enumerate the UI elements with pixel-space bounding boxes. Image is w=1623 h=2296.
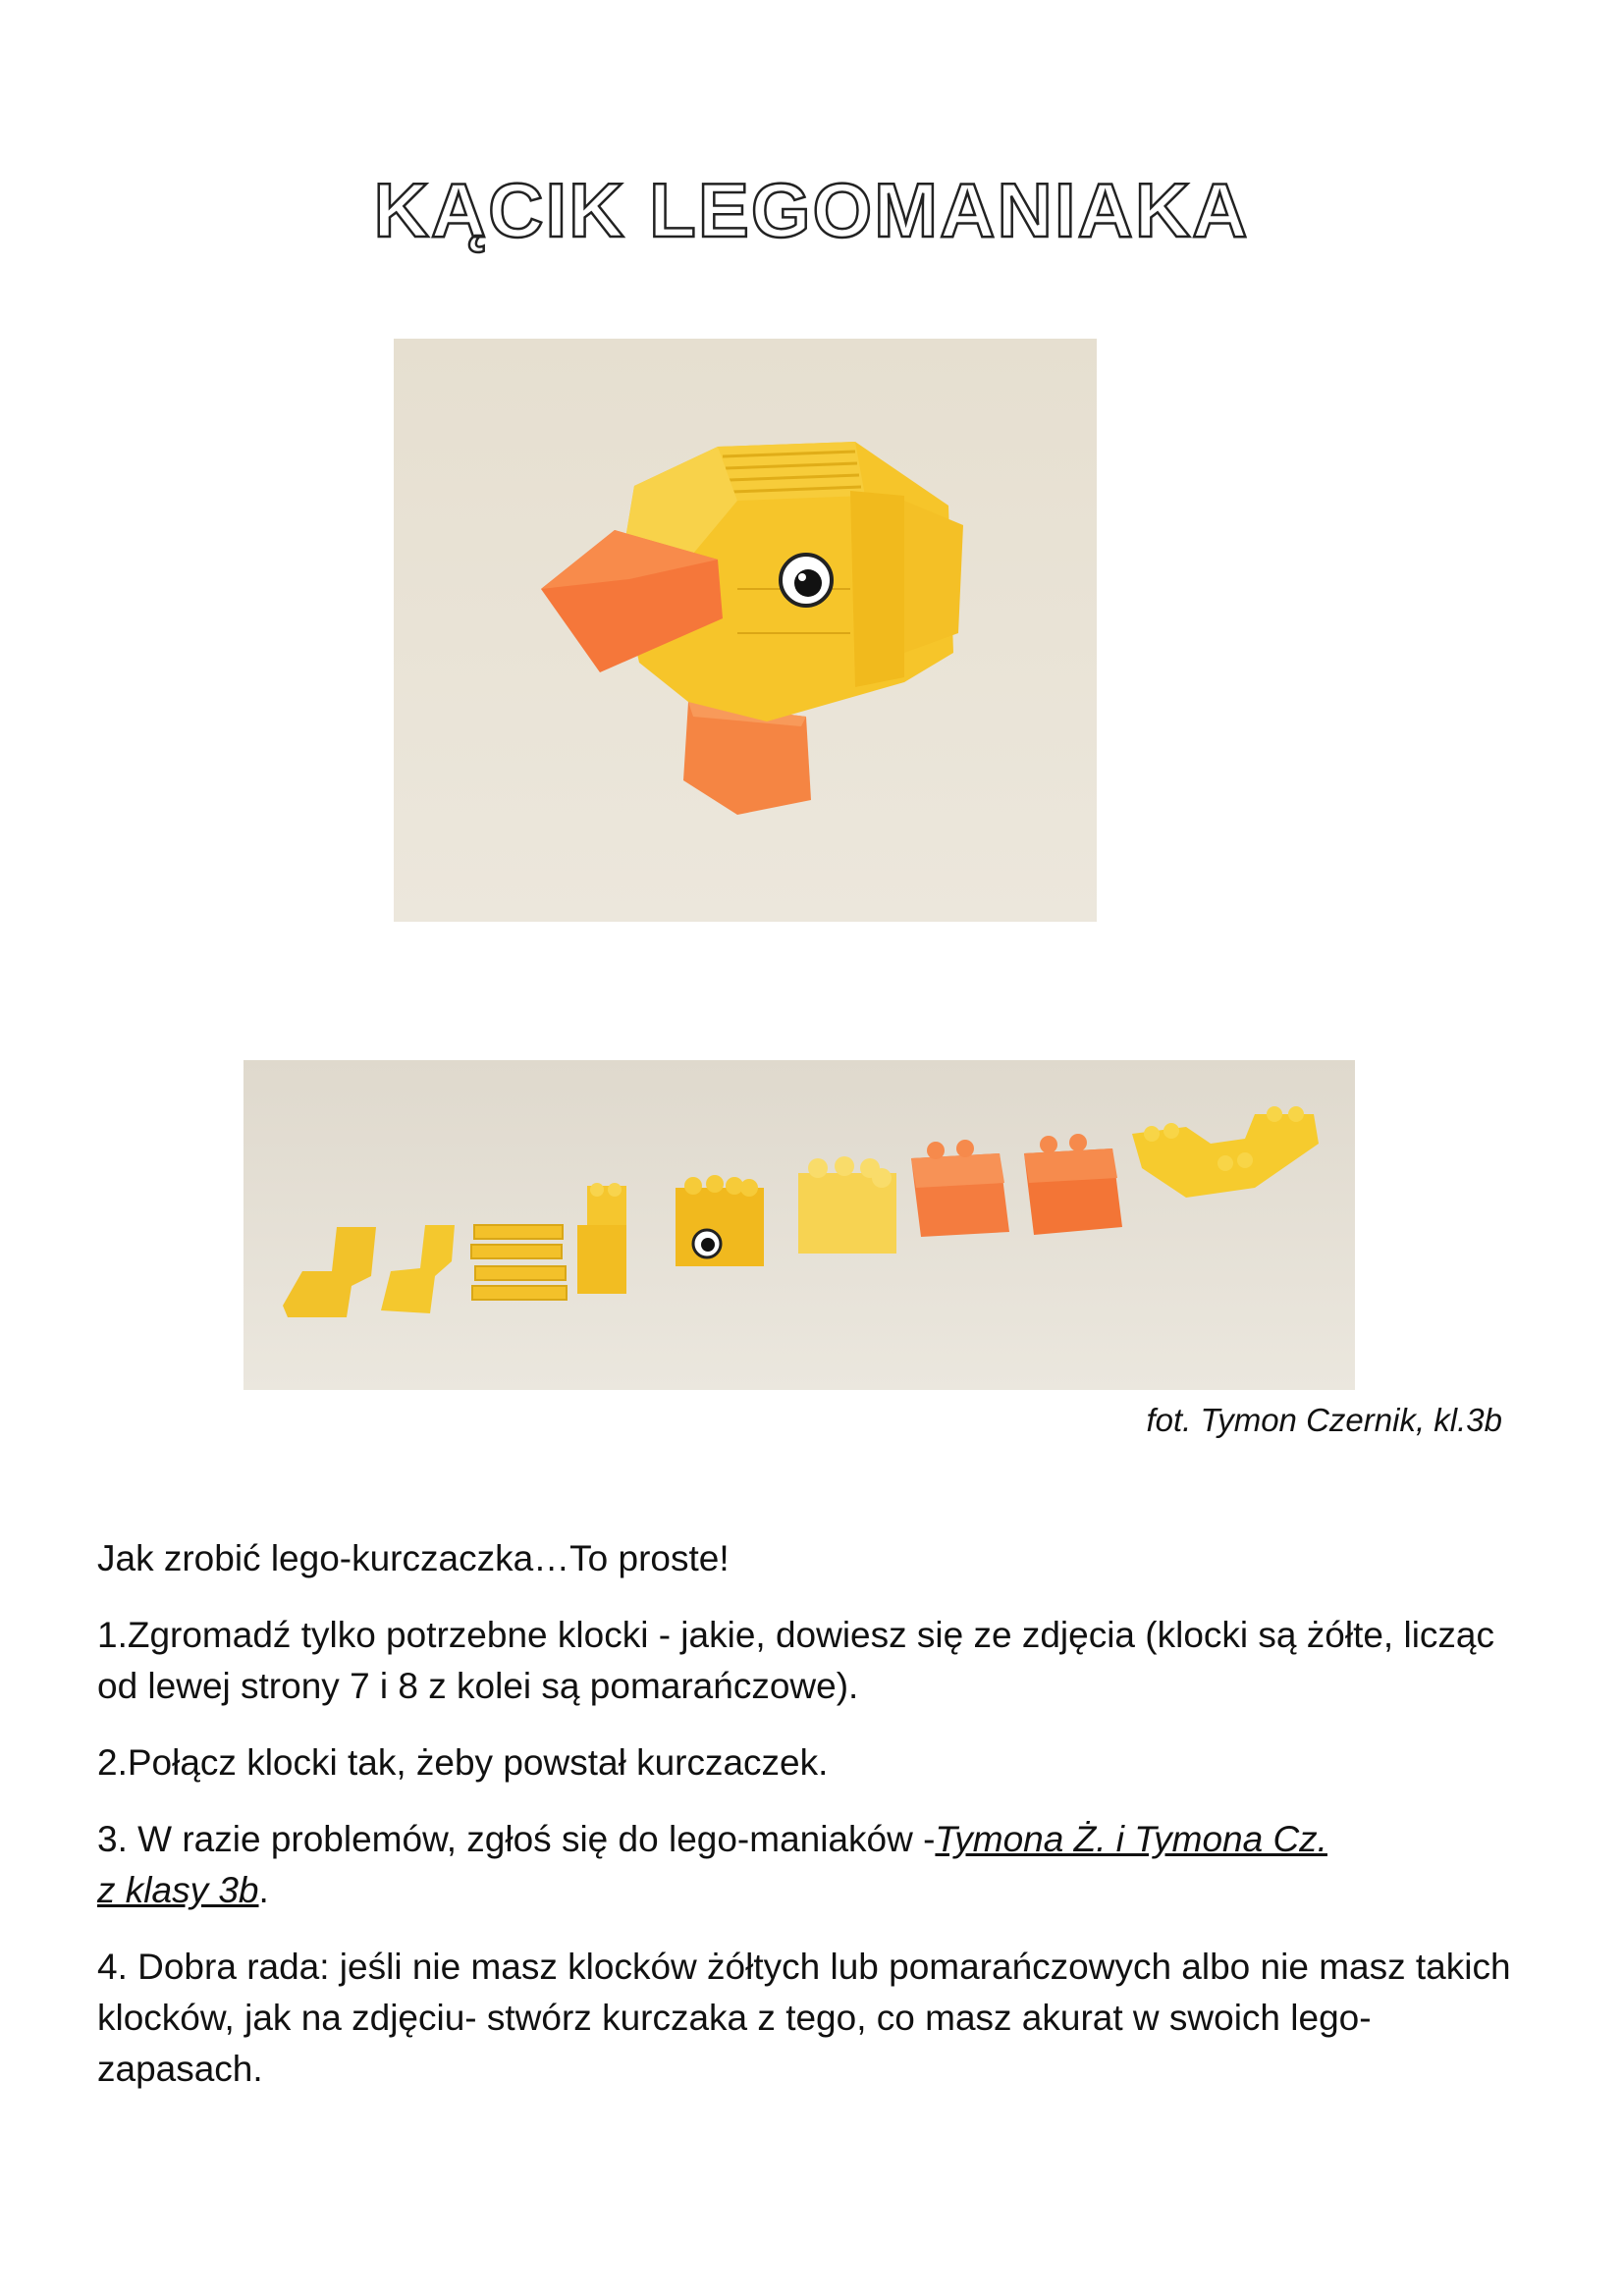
contact-link-class[interactable]: z klasy 3b [97, 1870, 259, 1910]
step-4: 4. Dobra rada: jeśli nie masz klocków żółtych lub pomarańczowych albo nie masz takich klocków, jak na zdjęciu- stwórz kurczaka z tego, co masz akurat w swoich lego-zapasach. [97, 1947, 1511, 2089]
contact-link-names[interactable]: Tymona Ż. i Tymona Cz. [935, 1819, 1327, 1859]
step-3 [97, 1814, 1531, 1916]
page-title: KĄCIK LEGOMANIAKA [373, 167, 1250, 253]
lego-bricks-parts-photo [243, 1060, 1355, 1390]
instructions [97, 1533, 1531, 2120]
step-3-end: . [258, 1870, 269, 1910]
step-1: 1.Zgromadź tylko potrzebne klocki - jakie, dowiesz się ze zdjęcia (klocki są żółte, licząc od lewej strony 7 i 8 z kolei są pomarańczowe). [97, 1615, 1495, 1706]
intro-text: Jak zrobić lego-kurczaczka…To proste! [97, 1538, 730, 1578]
photo-caption: fot. Tymon Czernik, kl.3b [1146, 1402, 1502, 1438]
step-2: 2.Połącz klocki tak, żeby powstał kurczaczek. [97, 1742, 829, 1783]
lego-chick-photo [394, 339, 1097, 922]
step-3-text: 3. W razie problemów, zgłoś się do lego-maniaków - [97, 1819, 936, 1859]
